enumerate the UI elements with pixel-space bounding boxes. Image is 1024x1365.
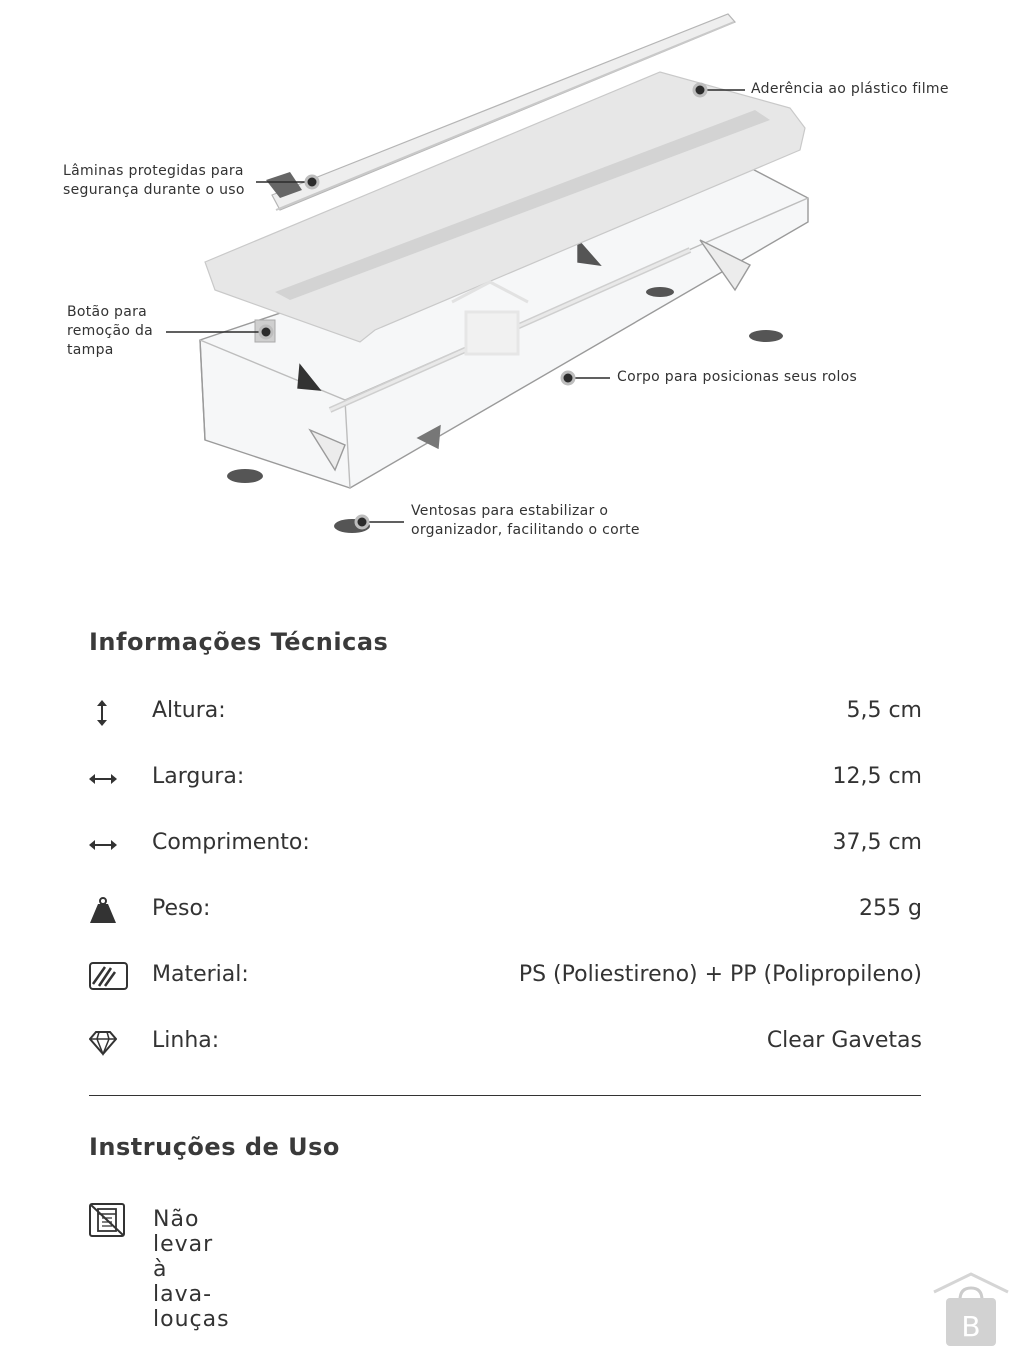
callout-body: Corpo para posicionas seus rolos	[617, 369, 858, 385]
spec-label-line: Linha:	[152, 1028, 220, 1053]
instruction-label: Não levar à lava-louças	[153, 1207, 230, 1332]
weight-icon	[89, 896, 117, 924]
brand-logo	[930, 1270, 1012, 1350]
spec-label-length: Comprimento:	[152, 830, 310, 855]
usage-instructions-title: Instruções de Uso	[89, 1133, 340, 1161]
material-icon	[89, 962, 129, 990]
spec-label-height: Altura:	[152, 698, 226, 723]
spec-value-height: 5,5 cm	[846, 698, 922, 723]
brand-logo-letter: B	[961, 1310, 981, 1343]
spec-label-width: Largura:	[152, 764, 245, 789]
spec-value-length: 37,5 cm	[832, 830, 922, 855]
product-diagram	[0, 0, 1024, 560]
width-arrow-icon	[89, 764, 117, 792]
callout-lid-button: Botão para remoção da tampa	[67, 304, 154, 358]
callout-suction-cups: Ventosas para estabilizar o organizador, facilitando o corte	[411, 503, 640, 538]
callout-film-adherence: Aderência ao plástico filme	[751, 81, 949, 97]
spec-row-line	[89, 1024, 922, 1064]
spec-value-material: PS (Poliestireno) + PP (Polipropileno)	[518, 962, 922, 987]
spec-row-length	[89, 826, 922, 866]
spec-row-width	[89, 760, 922, 800]
spec-label-material: Material:	[152, 962, 249, 987]
spec-row-weight	[89, 892, 922, 932]
spec-value-weight: 255 g	[859, 896, 922, 921]
spec-label-weight: Peso:	[152, 896, 211, 921]
no-dishwasher-icon	[89, 1203, 125, 1237]
spec-row-material	[89, 958, 922, 998]
spec-value-width: 12,5 cm	[832, 764, 922, 789]
spec-value-line: Clear Gavetas	[766, 1028, 922, 1053]
length-arrow-icon	[89, 830, 117, 858]
diamond-icon	[89, 1028, 117, 1056]
section-divider	[89, 1095, 921, 1096]
spec-row-height	[89, 694, 922, 734]
callout-protected-blades: Lâminas protegidas para segurança durante o uso	[63, 163, 245, 198]
height-arrow-icon	[89, 698, 117, 726]
technical-info-title: Informações Técnicas	[89, 628, 389, 656]
